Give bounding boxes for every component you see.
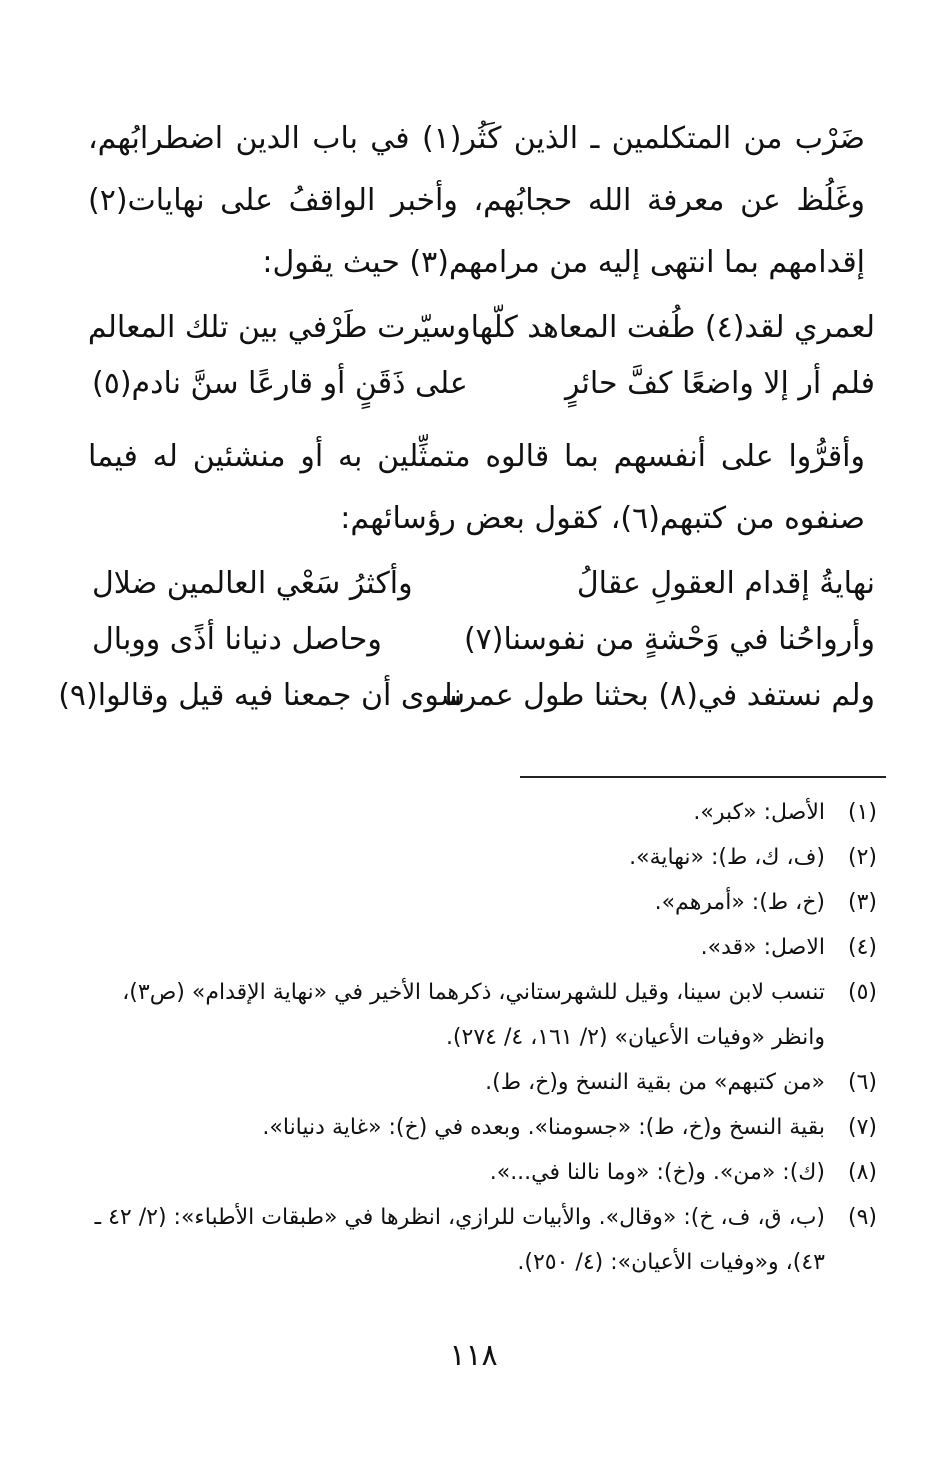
footnote [80,1060,877,1105]
verse-second-hemistich: وحاصل دنيانا أذًى ووبال [92,622,382,657]
footnote-text: الاصل: «قد». [700,935,825,960]
footnote [80,835,877,880]
verse-block-2 [58,556,875,724]
body-paragraph-1: ضَرْب من المتكلمين ـ الذين كَثُر(١) في باب الدين اضطرابُهم، وغَلُظ عن معرفة الله حجابُهم، وأخبر الواقفُ على نهايات(٢) إقدامهم بما انتهى إليه من مرامهم(٣) حيث يقول: [88,121,866,280]
verse-second-hemistich: على ذَقَنٍ أو قارعًا سنَّ نادم(٥) [92,366,468,401]
footnote-number: (٩) [847,1205,877,1230]
verse-second-hemistich: وسيّرت طَرْفي بين تلك المعالم [87,310,471,345]
footnote-number: (٥) [847,980,877,1005]
footnote-number: (٦) [847,1070,877,1095]
footnote-number: (٢) [847,845,877,870]
footnote [80,1195,877,1285]
verse-block-1 [87,300,875,412]
verse-line [92,556,875,612]
verse-second-hemistich: وأكثرُ سَعْي العالمين ضلال [92,566,413,601]
footnote-text: (ك): «من». و(خ): «وما نالنا في...». [489,1160,825,1185]
footnote-number: (٣) [847,890,877,915]
footnote-text: (ب، ق، ف، خ): «وقال». والأبيات للرازي، انظرها في «طبقات الأطباء»: (٢/ ٤٢ ـ ٤٣)، و«وفيات الأعيان»: (٤/ ٢٥٠). [94,1205,825,1275]
footnote-number: (٨) [847,1160,877,1185]
footnote-text: الأصل: «كبر». [693,800,825,825]
footnote [80,970,877,1060]
footnote [80,1105,877,1150]
footnote [80,790,877,835]
footnote-number: (٧) [847,1115,877,1140]
footnote-text: بقية النسخ و(خ، ط): «جسومنا». وبعده في (خ): «غاية دنيانا». [262,1115,825,1140]
footnote-text: (ف، ك، ط): «نهاية». [629,845,825,870]
footnote [80,925,877,970]
footnote-separator [520,776,886,778]
footnote [80,880,877,925]
verse-first-hemistich: ولم نستفد في(٨) بحثنا طول عمرنا [444,678,875,713]
verse-line [92,356,875,412]
footnote-text: تنسب لابن سينا، وقيل للشهرستاني، ذكرهما الأخير في «نهاية الإقدام» (ص٣)، وانظر «وفيات الأعيان» (٢/ ١٦١، ٤/ ٢٧٤). [122,980,825,1050]
footnotes [80,790,877,1285]
verse-first-hemistich: نهايةُ إقدام العقولِ عقالُ [576,566,875,601]
footnote-text: (خ، ط): «أمرهم». [654,890,825,915]
body-paragraph-2: وأقرُّوا على أنفسهم بما قالوه متمثِّلين به أو منشئين له فيما صنفوه من كتبهم(٦)، كقول بعض رؤسائهم: [88,439,865,536]
verse-line [92,612,875,668]
verse-first-hemistich: فلم أر إلا واضعًا كفَّ حائرٍ [564,366,875,401]
verse-first-hemistich: لعمري لقد(٤) طُفت المعاهد كلّها [470,310,875,345]
verse-line [58,668,875,724]
page-number: ١١٨ [449,1338,498,1373]
verse-first-hemistich: وأرواحُنا في وَحْشةٍ من نفوسنا(٧) [463,622,875,657]
footnote-text: «من كتبهم» من بقية النسخ و(خ، ط). [485,1070,825,1095]
footnote [80,1150,877,1195]
verse-second-hemistich: سوى أن جمعنا فيه قيل وقالوا(٩) [58,678,465,713]
footnote-number: (١) [847,800,877,825]
verse-line [87,300,875,356]
footnote-number: (٤) [847,935,877,960]
